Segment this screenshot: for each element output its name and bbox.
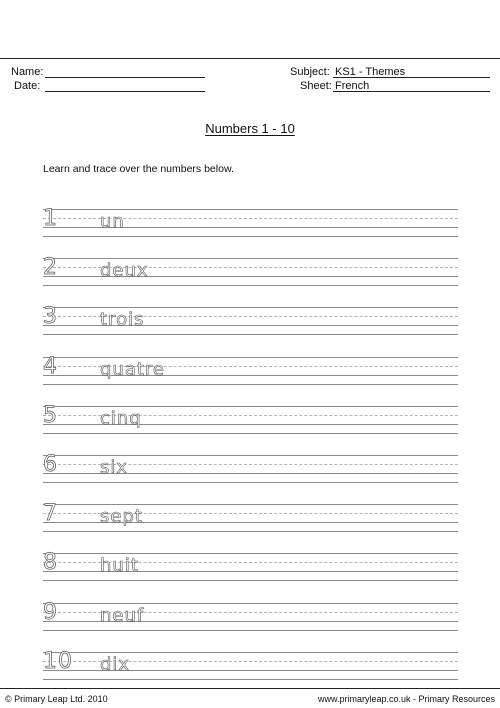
trace-row — [43, 354, 458, 385]
trace-word: quatre — [100, 359, 166, 380]
guide-line-top — [43, 209, 458, 210]
date-label: Date: — [14, 80, 41, 92]
trace-row — [43, 206, 458, 237]
trace-number: 2 — [43, 255, 58, 280]
guide-line-desc — [43, 285, 458, 286]
guide-line-top — [43, 553, 458, 554]
trace-row — [43, 403, 458, 434]
guide-line-desc — [43, 482, 458, 483]
trace-word: un — [100, 211, 125, 232]
subject-field[interactable] — [333, 77, 490, 78]
guide-line-desc — [43, 384, 458, 385]
guide-line-desc — [43, 433, 458, 434]
trace-row — [43, 501, 458, 532]
date-field[interactable] — [45, 91, 205, 92]
guide-line-desc — [43, 236, 458, 237]
name-field[interactable] — [45, 77, 205, 78]
footer-site: www.primaryleap.co.uk - Primary Resources — [317, 694, 495, 704]
sheet-field[interactable] — [333, 91, 490, 92]
trace-row — [43, 649, 458, 680]
guide-line-top — [43, 307, 458, 308]
header-divider — [0, 58, 500, 59]
trace-word: cinq — [100, 408, 142, 429]
trace-row — [43, 304, 458, 335]
trace-number: 4 — [43, 354, 58, 379]
trace-word: huit — [100, 555, 139, 576]
worksheet-title — [0, 121, 500, 137]
trace-word: deux — [100, 260, 149, 281]
worksheet-title-text: Numbers 1 - 10 — [205, 121, 295, 136]
guide-line-top — [43, 504, 458, 505]
trace-word: neuf — [100, 605, 145, 626]
name-label: Name: — [11, 66, 44, 78]
trace-word: dix — [100, 654, 131, 675]
subject-value: KS1 - Themes — [335, 66, 406, 78]
trace-number: 10 — [43, 649, 73, 674]
sheet-label: Sheet: — [300, 80, 332, 92]
sheet-value: French — [335, 80, 370, 92]
trace-number: 3 — [43, 304, 58, 329]
trace-word: sept — [100, 506, 143, 527]
trace-row — [43, 550, 458, 581]
trace-number: 9 — [43, 600, 58, 625]
trace-number: 1 — [43, 206, 58, 231]
trace-row — [43, 255, 458, 286]
trace-number: 8 — [43, 550, 58, 575]
guide-line-top — [43, 603, 458, 604]
guide-line-desc — [43, 580, 458, 581]
trace-row — [43, 452, 458, 483]
instruction-text: Learn and trace over the numbers below. — [43, 163, 234, 175]
trace-word: six — [100, 457, 129, 478]
footer-divider — [0, 688, 500, 689]
guide-line-top — [43, 258, 458, 259]
trace-word: trois — [100, 309, 145, 330]
footer-copyright: © Primary Leap Ltd. 2010 — [5, 694, 108, 704]
guide-line-desc — [43, 334, 458, 335]
guide-line-top — [43, 652, 458, 653]
trace-number: 7 — [43, 501, 58, 526]
trace-number: 5 — [43, 403, 58, 428]
subject-label: Subject: — [290, 66, 330, 78]
guide-line-top — [43, 455, 458, 456]
guide-line-desc — [43, 531, 458, 532]
guide-line-top — [43, 357, 458, 358]
guide-line-desc — [43, 630, 458, 631]
trace-number: 6 — [43, 452, 58, 477]
trace-row — [43, 600, 458, 631]
guide-line-top — [43, 406, 458, 407]
guide-line-desc — [43, 679, 458, 680]
